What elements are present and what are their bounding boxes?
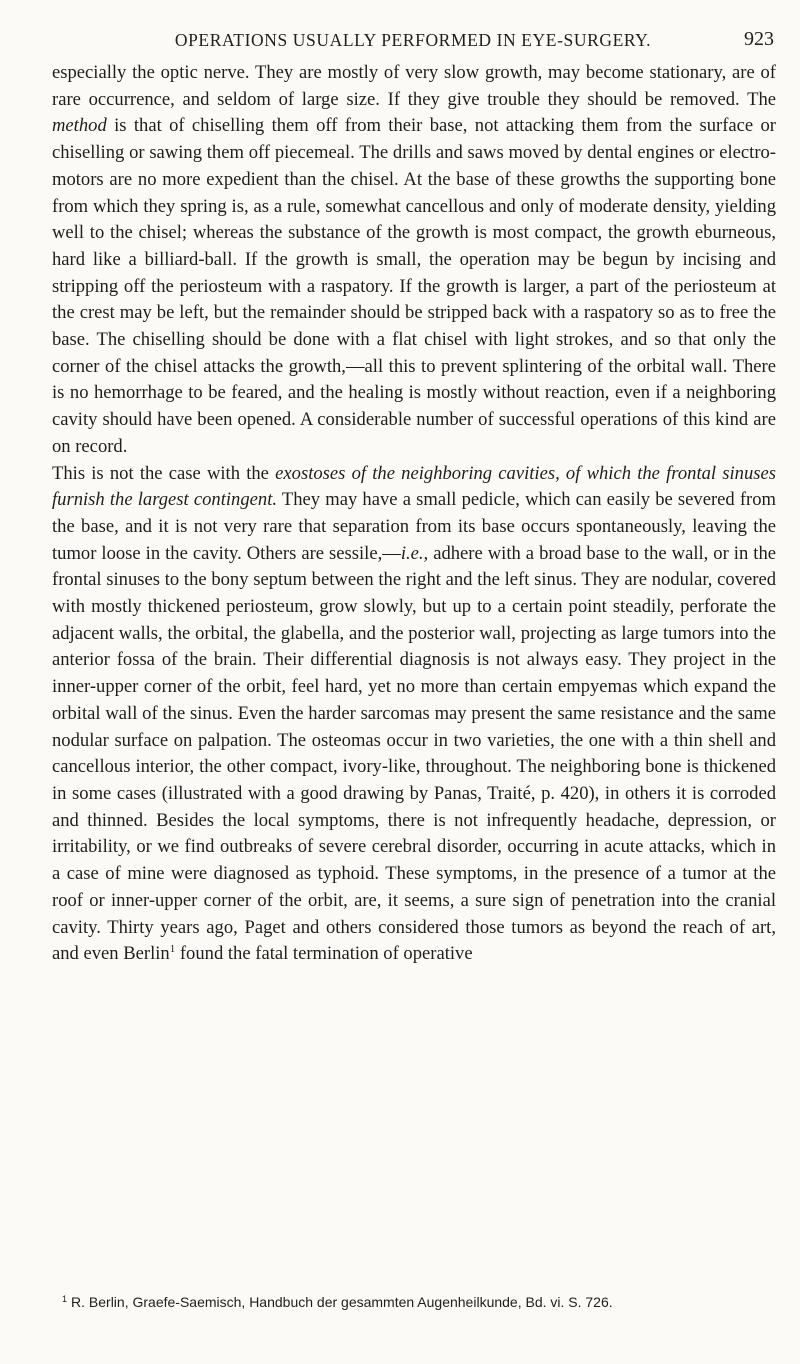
paragraph-2-text-b: They may have a small pedicle, which can easily be severed from the base, and it is not very rare that separation from its base occurs spontaneously, leaving the tumor loose in the cavity. Others are sessile,— — [52, 489, 777, 564]
paragraph-2-emphasis: exostoses of the neighboring cavities, of which the frontal sinuses furnish the largest contingent. — [52, 462, 776, 511]
page-number: 923 — [744, 28, 774, 50]
footnote-text: R. Berlin, Graefe-Saemisch, Handbuch der gesammten Augenheilkunde, Bd. vi. S. 726. — [71, 1294, 613, 1310]
paragraph-1-text-b: is that of chiselling them off from their base, not attacking them from the surface or chiselling or sawing them off piecemeal. The drills and saws moved by dental engines or electro-motors are no more expedient than the chisel. At the base of these growths the supporting bone from which they spring is, as a rule, somewhat cancellous and only of moderate density, yielding well to the chisel; whereas the substance of the growth is most compact, the growth eburneous, hard like a billiard-ball. If the growth is small, the operation may be begun by incising and stripping off the periosteum with a raspatory. If the growth is larger, a part of the periosteum at the crest may be left, but the remainder should be stripped back with a raspatory so as to free the base. The chiselling should be done with a flat chisel with light strokes, and so that only the corner of the chisel attacks the growth,—all this to prevent splintering of the orbital wall. There is no hemorrhage to be feared, and the healing is mostly without reaction, even if a neighboring cavity should have been opened. A considerable number of successful operations of this kind are on record. — [52, 115, 776, 457]
paragraph-1 — [52, 60, 776, 461]
paragraph-2-ie: i.e., — [400, 542, 429, 564]
body-text — [52, 60, 776, 968]
paragraph-2-text-c: adhere with a broad base to the wall, or in the frontal sinuses to the bony septum between the right and the left sinus. They are nodular, covered with mostly thickened periosteum, grow slowly, but up to a certain point steadily, perforate the adjacent walls, the orbital, the glabella, and the posterior wall, projecting as large tumors into the anterior fossa of the brain. Their differential diagnosis is not always easy. They project in the inner-upper corner of the orbit, feel hard, yet no more than certain empyemas which expand the orbital wall of the sinus. Even the harder sarcomas may present the same resistance and the same nodular surface on palpation. The osteomas occur in two varieties, the one with a thin shell and cancellous interior, the other compact, ivory-like, throughout. The neighboring bone is thickened in some cases (illustrated with a good drawing by Panas, Traité, p. 420), in others it is corroded and thinned. Besides the local symptoms, there is not infrequently headache, depression, or irritability, or we find outbreaks of severe cerebral disorder, occurring in acute attacks, which in a case of mine were diagnosed as typhoid. These symptoms, in the presence of a tumor at the roof or inner-upper corner of the orbit, are, it seems, a sure sign of penetration into the cranial cavity. Thirty years ago, Paget and others considered those tumors as beyond the reach of art, and even Berlin — [52, 542, 776, 965]
paragraph-1-text-a: especially the optic nerve. They are mostly of very slow growth, may become stationary, are of rare occurrence, and seldom of large size. If they give trouble they should be removed. The — [52, 62, 776, 110]
footnote — [52, 1290, 776, 1312]
running-title: OPERATIONS USUALLY PERFORMED IN EYE-SURGERY. — [174, 30, 652, 50]
footnote-mark: 1 — [62, 1294, 68, 1304]
paragraph-2-text-d: found the fatal termination of operative — [175, 943, 473, 965]
paragraph-1-emphasis: method — [52, 115, 107, 137]
paragraph-2-text-a: This is not the case with the — [52, 462, 276, 484]
footnote-reference: 1 — [169, 943, 176, 956]
paragraph-2 — [52, 461, 776, 968]
running-head — [52, 24, 774, 54]
